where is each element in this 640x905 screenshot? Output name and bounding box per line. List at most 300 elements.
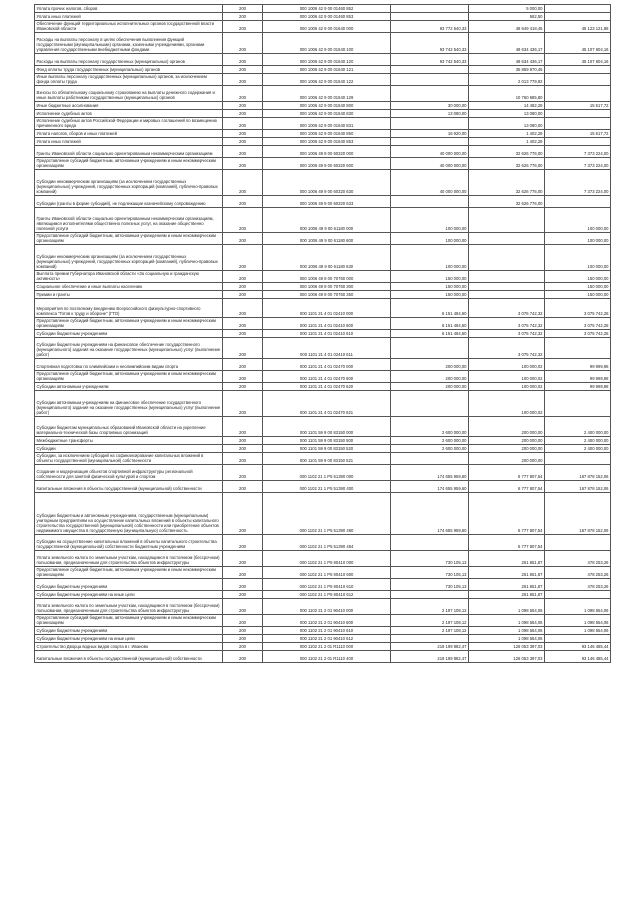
row-plan: 730 105,13 bbox=[391, 579, 469, 591]
table-row bbox=[35, 5, 611, 13]
row-rest: 2 400 000,00 bbox=[545, 417, 611, 437]
row-code: 200 bbox=[223, 643, 263, 651]
row-rest: 2 400 000,00 bbox=[545, 437, 611, 445]
table-row bbox=[35, 196, 611, 208]
row-exec: 1 098 554,06 bbox=[469, 599, 545, 615]
row-rest: 1 098 554,06 bbox=[545, 627, 611, 635]
row-rest: 100 000,00 bbox=[545, 208, 611, 233]
row-kbk: 000 1102 21 1 P5 51390 000 bbox=[263, 465, 391, 481]
row-name: Строительство Дворца водных видов спорта в г. Иваново bbox=[35, 643, 223, 651]
table-row bbox=[35, 13, 611, 21]
row-exec bbox=[469, 271, 545, 283]
row-exec: 6 777 807,54 bbox=[469, 493, 545, 535]
row-plan bbox=[391, 13, 469, 21]
row-name: Субсидии (гранты в форме субсидий), не подлежащие казначейскому сопровождению bbox=[35, 196, 223, 208]
table-row bbox=[35, 110, 611, 118]
row-exec: 251 851,87 bbox=[469, 551, 545, 567]
row-name: Мероприятия по поэтапному внедрению Всероссийского физкультурно-спортивного комплекса "Готов к труду и обороне" (ГТО) bbox=[35, 299, 223, 318]
row-kbk: 000 1006 42 9 00 01640 830 bbox=[263, 110, 391, 118]
row-code: 200 bbox=[223, 54, 263, 66]
row-kbk: 000 1101 21 4 01 02470 621 bbox=[263, 391, 391, 417]
row-exec: 562,50 bbox=[469, 13, 545, 21]
row-exec: 200 000,00 bbox=[469, 417, 545, 437]
table-row bbox=[35, 318, 611, 330]
row-rest: 99 999,98 bbox=[545, 371, 611, 383]
row-exec bbox=[469, 208, 545, 233]
row-exec: 32 626 776,00 bbox=[469, 158, 545, 170]
row-code: 200 bbox=[223, 158, 263, 170]
row-code: 200 bbox=[223, 13, 263, 21]
row-plan: 40 000 000,00 bbox=[391, 146, 469, 158]
row-plan: 150 000,00 bbox=[391, 291, 469, 299]
row-plan bbox=[391, 138, 469, 146]
row-plan bbox=[391, 391, 469, 417]
row-rest: 45 107 604,16 bbox=[545, 33, 611, 54]
row-exec: 100 000,02 bbox=[469, 383, 545, 391]
table-row bbox=[35, 635, 611, 643]
row-code: 200 bbox=[223, 233, 263, 245]
row-code: 200 bbox=[223, 170, 263, 196]
row-exec: 1 098 554,06 bbox=[469, 615, 545, 627]
row-name: Предоставление субсидий бюджетным, автономным учреждениям и иным некоммерческим организациям bbox=[35, 567, 223, 579]
row-exec: 100 000,02 bbox=[469, 391, 545, 417]
row-name: Взносы по обязательному социальному страхованию на выплаты денежного содержания и иные выплаты работникам государственных (муниципальных) органов bbox=[35, 86, 223, 102]
row-code: 200 bbox=[223, 579, 263, 591]
row-plan: 730 105,13 bbox=[391, 567, 469, 579]
row-exec: 100 000,02 bbox=[469, 371, 545, 383]
table-row bbox=[35, 591, 611, 599]
row-name: Выплата премии Губернатора Ивановской области «За социальную и гражданскую активность» bbox=[35, 271, 223, 283]
row-name: Уплата земельного налога по земельным участкам, находящимся в постоянном (бессрочном) пользовании, предназначенным для строительства объектов инфраструктуры bbox=[35, 599, 223, 615]
row-code: 200 bbox=[223, 635, 263, 643]
row-rest bbox=[545, 535, 611, 551]
row-name: Субсидии бюджетным учреждениям на финансовое обеспечение государственного (муниципального) задания на оказание государственных (муниципальных) услуг (выполнение работ) bbox=[35, 338, 223, 359]
table-row bbox=[35, 535, 611, 551]
row-exec: 32 626 776,00 bbox=[469, 146, 545, 158]
row-name: Фонд оплаты труда государственных (муниципальных) органов bbox=[35, 66, 223, 74]
row-rest bbox=[545, 66, 611, 74]
row-rest: 100 000,00 bbox=[545, 233, 611, 245]
row-name: Субсидии бюджетным учреждениям на иные цели bbox=[35, 635, 223, 643]
row-exec: 14 482,28 bbox=[469, 102, 545, 110]
row-rest bbox=[545, 110, 611, 118]
row-exec: 32 626 776,00 bbox=[469, 196, 545, 208]
row-kbk: 000 1006 49 9 00 60320 000 bbox=[263, 146, 391, 158]
row-name: Гранты Ивановской области социально ориентированным некоммерческим организациям bbox=[35, 146, 223, 158]
row-kbk: 000 1101 59 9 00 83150 500 bbox=[263, 437, 391, 445]
row-rest bbox=[545, 453, 611, 465]
row-code: 200 bbox=[223, 437, 263, 445]
row-plan bbox=[391, 118, 469, 130]
row-rest: 150 000,00 bbox=[545, 271, 611, 283]
table-row bbox=[35, 465, 611, 481]
row-code: 200 bbox=[223, 535, 263, 551]
row-name: Уплата иных платежей bbox=[35, 13, 223, 21]
row-exec: 251 851,87 bbox=[469, 579, 545, 591]
table-row bbox=[35, 130, 611, 138]
row-exec: 200 000,00 bbox=[469, 437, 545, 445]
row-plan: 200 000,00 bbox=[391, 383, 469, 391]
row-exec: 1 402,28 bbox=[469, 130, 545, 138]
table-row bbox=[35, 21, 611, 33]
row-exec: 3 075 742,32 bbox=[469, 318, 545, 330]
row-name: Уплата иных платежей bbox=[35, 138, 223, 146]
row-name: Исполнение судебных актов Российской Федерации и мировых соглашений по возмещению причиненного вреда bbox=[35, 118, 223, 130]
row-rest: 93 146 485,44 bbox=[545, 643, 611, 651]
row-exec: 5 000,00 bbox=[469, 5, 545, 13]
row-name: Субсидии, за исключением субсидий на софинансирование капитальных вложений в объекты государственной (муниципальной) собственности bbox=[35, 453, 223, 465]
row-code: 200 bbox=[223, 102, 263, 110]
row-kbk: 000 1102 21 2 01 90410 610 bbox=[263, 627, 391, 635]
table-row bbox=[35, 271, 611, 283]
row-kbk: 000 1101 21 4 01 02470 600 bbox=[263, 371, 391, 383]
row-name: Субсидии бюджетам муниципальных образований Ивановской области на укрепление материально-технической базы спортивных организаций bbox=[35, 417, 223, 437]
table-row bbox=[35, 481, 611, 493]
row-exec: 251 851,87 bbox=[469, 567, 545, 579]
row-name: Социальное обеспечение и иные выплаты населению bbox=[35, 283, 223, 291]
row-kbk: 000 1006 49 9 00 70760 350 bbox=[263, 291, 391, 299]
row-kbk: 000 1101 21 4 01 02410 610 bbox=[263, 330, 391, 338]
row-code: 200 bbox=[223, 330, 263, 338]
row-rest: 167 878 152,06 bbox=[545, 493, 611, 535]
row-plan: 200 000,00 bbox=[391, 371, 469, 383]
row-plan: 219 199 882,47 bbox=[391, 651, 469, 663]
row-name: Субсидии bbox=[35, 445, 223, 453]
table-row bbox=[35, 493, 611, 535]
row-name: Расходы на выплаты персоналу государственных (муниципальных) органов bbox=[35, 54, 223, 66]
table-row bbox=[35, 158, 611, 170]
table-row bbox=[35, 33, 611, 54]
table-row bbox=[35, 437, 611, 445]
row-code: 200 bbox=[223, 74, 263, 86]
row-code: 200 bbox=[223, 651, 263, 663]
row-code: 200 bbox=[223, 138, 263, 146]
row-kbk: 000 1006 49 9 00 60320 633 bbox=[263, 196, 391, 208]
row-kbk: 000 1101 59 9 00 83150 520 bbox=[263, 445, 391, 453]
table-row bbox=[35, 86, 611, 102]
row-kbk: 000 1006 49 9 00 61180 000 bbox=[263, 208, 391, 233]
row-kbk: 000 1101 21 4 01 02470 620 bbox=[263, 383, 391, 391]
row-code: 200 bbox=[223, 627, 263, 635]
row-rest: 167 878 152,06 bbox=[545, 465, 611, 481]
row-name: Исполнение судебных актов bbox=[35, 110, 223, 118]
row-exec: 2 013 779,92 bbox=[469, 74, 545, 86]
row-name: Уплата земельного налога по земельным участкам, находящимся в постоянном (бессрочном) пользовании, предназначенным для строительства объектов инфраструктуры bbox=[35, 551, 223, 567]
row-kbk: 000 1102 21 1 P5 51390 400 bbox=[263, 481, 391, 493]
row-code: 200 bbox=[223, 5, 263, 13]
row-plan bbox=[391, 5, 469, 13]
row-rest: 167 878 152,06 bbox=[545, 481, 611, 493]
row-name: Предоставление субсидий бюджетным, автономным учреждениям и иным некоммерческим организациям bbox=[35, 318, 223, 330]
row-plan bbox=[391, 196, 469, 208]
row-exec: 126 053 397,03 bbox=[469, 651, 545, 663]
table-row bbox=[35, 299, 611, 318]
row-rest bbox=[545, 338, 611, 359]
row-name: Иные бюджетные ассигнования bbox=[35, 102, 223, 110]
row-name: Субсидии некоммерческим организациям (за исключением государственных (муниципальных) учреждений, государственных корпораций (компаний), публично-правовых компаний) bbox=[35, 245, 223, 271]
row-exec: 200 000,00 bbox=[469, 453, 545, 465]
row-plan: 174 655 959,60 bbox=[391, 481, 469, 493]
row-exec: 6 777 807,54 bbox=[469, 535, 545, 551]
row-plan: 6 151 484,60 bbox=[391, 299, 469, 318]
row-kbk: 000 1102 21 1 P5 51390 464 bbox=[263, 535, 391, 551]
row-kbk: 000 1006 42 9 00 01640 853 bbox=[263, 138, 391, 146]
row-name: Субсидии бюджетным учреждениям bbox=[35, 627, 223, 635]
table-row bbox=[35, 283, 611, 291]
row-code: 200 bbox=[223, 146, 263, 158]
table-row bbox=[35, 417, 611, 437]
row-plan: 150 000,00 bbox=[391, 283, 469, 291]
row-exec: 1 402,28 bbox=[469, 138, 545, 146]
row-code: 200 bbox=[223, 599, 263, 615]
row-name: Субсидии бюджетным учреждениям на иные цели bbox=[35, 591, 223, 599]
row-rest: 45 123 121,88 bbox=[545, 21, 611, 33]
table-row bbox=[35, 102, 611, 110]
table-row bbox=[35, 245, 611, 271]
row-name: Уплата прочих налогов, сборов bbox=[35, 5, 223, 13]
row-kbk: 000 1006 49 9 00 60320 630 bbox=[263, 170, 391, 196]
row-plan: 2 600 000,00 bbox=[391, 417, 469, 437]
row-code: 200 bbox=[223, 86, 263, 102]
row-plan: 13 080,00 bbox=[391, 110, 469, 118]
row-rest: 93 146 485,44 bbox=[545, 651, 611, 663]
row-kbk: 000 1102 21 2 01 R1110 400 bbox=[263, 651, 391, 663]
row-rest: 3 075 742,28 bbox=[545, 299, 611, 318]
row-rest: 3 075 742,28 bbox=[545, 330, 611, 338]
table-row bbox=[35, 118, 611, 130]
table-row bbox=[35, 291, 611, 299]
row-exec: 3 075 742,32 bbox=[469, 338, 545, 359]
row-rest bbox=[545, 74, 611, 86]
table-row bbox=[35, 383, 611, 391]
row-kbk: 000 1102 21 2 01 R1110 000 bbox=[263, 643, 391, 651]
row-plan: 219 199 882,47 bbox=[391, 643, 469, 651]
row-plan: 93 742 540,33 bbox=[391, 54, 469, 66]
row-name: Предоставление субсидий бюджетным, автономным учреждениям и иным некоммерческим организациям bbox=[35, 233, 223, 245]
row-rest: 45 107 604,16 bbox=[545, 54, 611, 66]
row-rest: 7 373 224,00 bbox=[545, 146, 611, 158]
row-name: Капитальные вложения в объекты государственной (муниципальной) собственности bbox=[35, 481, 223, 493]
row-name: Иные выплаты персоналу государственных (муниципальных) органов, за исключением фонда оплаты труда bbox=[35, 74, 223, 86]
row-rest: 1 098 554,06 bbox=[545, 615, 611, 627]
row-rest: 99 999,98 bbox=[545, 383, 611, 391]
row-code: 200 bbox=[223, 196, 263, 208]
row-rest: 15 517,72 bbox=[545, 102, 611, 110]
row-plan: 93 772 540,33 bbox=[391, 21, 469, 33]
row-code: 200 bbox=[223, 591, 263, 599]
row-kbk: 000 1102 21 1 P5 51390 460 bbox=[263, 493, 391, 535]
row-plan: 174 655 959,60 bbox=[391, 493, 469, 535]
row-plan: 150 000,00 bbox=[391, 271, 469, 283]
row-kbk: 000 1102 21 1 P5 90410 600 bbox=[263, 567, 391, 579]
row-plan bbox=[391, 591, 469, 599]
row-kbk: 000 1006 42 9 00 01640 120 bbox=[263, 54, 391, 66]
row-kbk: 000 1006 42 9 00 01640 800 bbox=[263, 102, 391, 110]
row-code: 200 bbox=[223, 130, 263, 138]
row-exec: 13 080,00 bbox=[469, 118, 545, 130]
row-plan: 2 600 000,00 bbox=[391, 445, 469, 453]
table-row bbox=[35, 579, 611, 591]
row-code: 200 bbox=[223, 445, 263, 453]
row-code: 200 bbox=[223, 383, 263, 391]
table-row bbox=[35, 599, 611, 615]
row-kbk: 000 1102 21 1 P5 90410 612 bbox=[263, 591, 391, 599]
table-row bbox=[35, 359, 611, 371]
row-kbk: 000 1006 42 9 00 01640 121 bbox=[263, 66, 391, 74]
row-exec: 3 075 742,32 bbox=[469, 299, 545, 318]
row-code: 200 bbox=[223, 359, 263, 371]
row-code: 200 bbox=[223, 21, 263, 33]
row-code: 200 bbox=[223, 299, 263, 318]
row-rest: 478 253,26 bbox=[545, 567, 611, 579]
row-exec bbox=[469, 291, 545, 299]
row-name: Предоставление субсидий бюджетным, автономным учреждениям и иным некоммерческим организациям bbox=[35, 371, 223, 383]
row-name: Субсидии некоммерческим организациям (за исключением государственных (муниципальных) учреждений, государственных корпораций (компаний), публично-правовых компаний) bbox=[35, 170, 223, 196]
row-exec: 10 760 685,80 bbox=[469, 86, 545, 102]
row-plan: 200 000,00 bbox=[391, 359, 469, 371]
table-row bbox=[35, 330, 611, 338]
row-kbk: 000 1102 21 1 P5 90410 000 bbox=[263, 551, 391, 567]
row-code: 200 bbox=[223, 291, 263, 299]
row-rest: 3 075 742,28 bbox=[545, 318, 611, 330]
row-rest: 15 517,72 bbox=[545, 130, 611, 138]
table-row bbox=[35, 74, 611, 86]
row-exec: 32 626 776,00 bbox=[469, 170, 545, 196]
row-kbk: 000 1006 42 9 00 01640 850 bbox=[263, 130, 391, 138]
row-kbk: 000 1102 21 2 01 90410 600 bbox=[263, 615, 391, 627]
row-kbk: 000 1101 59 9 00 83150 000 bbox=[263, 417, 391, 437]
row-plan: 2 600 000,00 bbox=[391, 437, 469, 445]
row-plan: 93 742 540,33 bbox=[391, 33, 469, 54]
table-row bbox=[35, 371, 611, 383]
row-code: 200 bbox=[223, 391, 263, 417]
row-name: Капитальные вложения в объекты государственной (муниципальной) собственности bbox=[35, 651, 223, 663]
row-name: Предоставление субсидий бюджетным, автономным учреждениям и иным некоммерческим организациям bbox=[35, 615, 223, 627]
row-plan: 6 151 484,60 bbox=[391, 318, 469, 330]
row-plan bbox=[391, 74, 469, 86]
table-row bbox=[35, 170, 611, 196]
row-code: 200 bbox=[223, 453, 263, 465]
row-kbk: 000 1006 42 9 00 01640 000 bbox=[263, 21, 391, 33]
row-kbk: 000 1006 49 9 00 70760 300 bbox=[263, 283, 391, 291]
row-kbk: 000 1102 21 1 P5 90410 610 bbox=[263, 579, 391, 591]
row-name: Расходы на выплаты персоналу в целях обеспечения выполнения функций государственными (муниципальными) органами, казенными учреждениями, органами управления государственными внебюджетными фондами bbox=[35, 33, 223, 54]
row-code: 200 bbox=[223, 66, 263, 74]
row-exec: 126 053 397,03 bbox=[469, 643, 545, 651]
row-plan: 2 197 108,12 bbox=[391, 627, 469, 635]
row-kbk: 000 1006 42 9 00 01640 100 bbox=[263, 33, 391, 54]
row-kbk: 000 1102 21 2 01 90410 000 bbox=[263, 599, 391, 615]
row-code: 200 bbox=[223, 615, 263, 627]
row-plan: 2 197 108,12 bbox=[391, 615, 469, 627]
row-plan bbox=[391, 535, 469, 551]
table-row bbox=[35, 445, 611, 453]
row-kbk: 000 1006 49 9 00 60320 600 bbox=[263, 158, 391, 170]
row-rest: 100 000,00 bbox=[545, 245, 611, 271]
row-kbk: 000 1006 42 9 00 01460 853 bbox=[263, 13, 391, 21]
row-kbk: 000 1101 21 4 01 02410 611 bbox=[263, 338, 391, 359]
row-name: Межбюджетные трансферты bbox=[35, 437, 223, 445]
row-exec bbox=[469, 283, 545, 291]
row-plan: 100 000,00 bbox=[391, 245, 469, 271]
row-kbk: 000 1006 49 9 00 61180 600 bbox=[263, 233, 391, 245]
row-name: Субсидии автономным учреждениям на финансовое обеспечение государственного (муниципального) задания на оказание государственных (муниципальных) услуг (выполнение работ) bbox=[35, 391, 223, 417]
row-plan: 2 197 108,12 bbox=[391, 599, 469, 615]
row-code: 200 bbox=[223, 118, 263, 130]
row-code: 200 bbox=[223, 245, 263, 271]
row-code: 200 bbox=[223, 417, 263, 437]
row-rest: 150 000,00 bbox=[545, 283, 611, 291]
row-name: Уплата налогов, сборов и иных платежей bbox=[35, 130, 223, 138]
row-rest: 7 373 224,00 bbox=[545, 170, 611, 196]
row-rest: 7 373 224,00 bbox=[545, 158, 611, 170]
row-name: Субсидии бюджетным учреждениям bbox=[35, 579, 223, 591]
row-rest bbox=[545, 138, 611, 146]
row-plan bbox=[391, 453, 469, 465]
row-rest bbox=[545, 635, 611, 643]
row-exec bbox=[469, 245, 545, 271]
row-exec: 100 000,02 bbox=[469, 359, 545, 371]
row-exec: 3 075 742,32 bbox=[469, 330, 545, 338]
table-body bbox=[35, 5, 611, 663]
row-name: Предоставление субсидий бюджетным, автономным учреждениям и иным некоммерческим организациям bbox=[35, 158, 223, 170]
row-exec: 1 098 554,06 bbox=[469, 635, 545, 643]
row-kbk: 000 1101 59 9 00 83150 521 bbox=[263, 453, 391, 465]
row-code: 200 bbox=[223, 493, 263, 535]
row-plan: 100 000,00 bbox=[391, 208, 469, 233]
row-code: 200 bbox=[223, 208, 263, 233]
row-plan: 6 151 484,60 bbox=[391, 330, 469, 338]
row-exec: 13 080,00 bbox=[469, 110, 545, 118]
row-code: 200 bbox=[223, 481, 263, 493]
row-plan: 40 000 000,00 bbox=[391, 158, 469, 170]
row-rest: 2 400 000,00 bbox=[545, 445, 611, 453]
table-row bbox=[35, 651, 611, 663]
row-name: Гранты Ивановской области социально ориентированным некоммерческим организациям, являющимся исполнителями общественно полезных услуг, на оказание общественно полезной услуги bbox=[35, 208, 223, 233]
row-code: 200 bbox=[223, 110, 263, 118]
row-kbk: 000 1101 21 4 01 02410 000 bbox=[263, 299, 391, 318]
row-rest bbox=[545, 13, 611, 21]
row-plan bbox=[391, 66, 469, 74]
table-row bbox=[35, 146, 611, 158]
row-kbk: 000 1006 42 9 00 01640 129 bbox=[263, 86, 391, 102]
row-name: Премии и гранты bbox=[35, 291, 223, 299]
row-plan bbox=[391, 86, 469, 102]
row-code: 200 bbox=[223, 465, 263, 481]
row-exec: 35 859 970,45 bbox=[469, 66, 545, 74]
row-kbk: 000 1006 49 9 00 70760 000 bbox=[263, 271, 391, 283]
row-rest: 99 999,98 bbox=[545, 359, 611, 371]
table-row bbox=[35, 551, 611, 567]
row-exec: 200 000,00 bbox=[469, 445, 545, 453]
row-kbk: 000 1101 21 4 01 02410 600 bbox=[263, 318, 391, 330]
row-code: 200 bbox=[223, 283, 263, 291]
row-exec: 48 649 418,45 bbox=[469, 21, 545, 33]
table-row bbox=[35, 453, 611, 465]
row-kbk: 000 1006 49 9 00 61180 630 bbox=[263, 245, 391, 271]
row-exec bbox=[469, 233, 545, 245]
row-kbk: 000 1006 42 9 00 01640 831 bbox=[263, 118, 391, 130]
row-rest: 1 098 554,06 bbox=[545, 599, 611, 615]
row-name: Субсидии бюджетным и автономным учреждениям, государственным (муниципальным) унитарным предприятиям на осуществление капитальных вложений в объекты капитального строительства государственной (муниципальной) собственности или приобретение объектов недвижимого имущества в государственную (муниципальную) собственность bbox=[35, 493, 223, 535]
row-name: Обеспечение функций территориальных исполнительных органов государственной власти Ивановской области bbox=[35, 21, 223, 33]
row-plan: 174 655 959,60 bbox=[391, 465, 469, 481]
row-name: Создание и модернизация объектов спортивной инфраструктуры региональной собственности для занятий физической культурой и спортом bbox=[35, 465, 223, 481]
row-plan bbox=[391, 635, 469, 643]
row-rest bbox=[545, 5, 611, 13]
row-exec: 48 634 436,17 bbox=[469, 33, 545, 54]
table-row bbox=[35, 208, 611, 233]
